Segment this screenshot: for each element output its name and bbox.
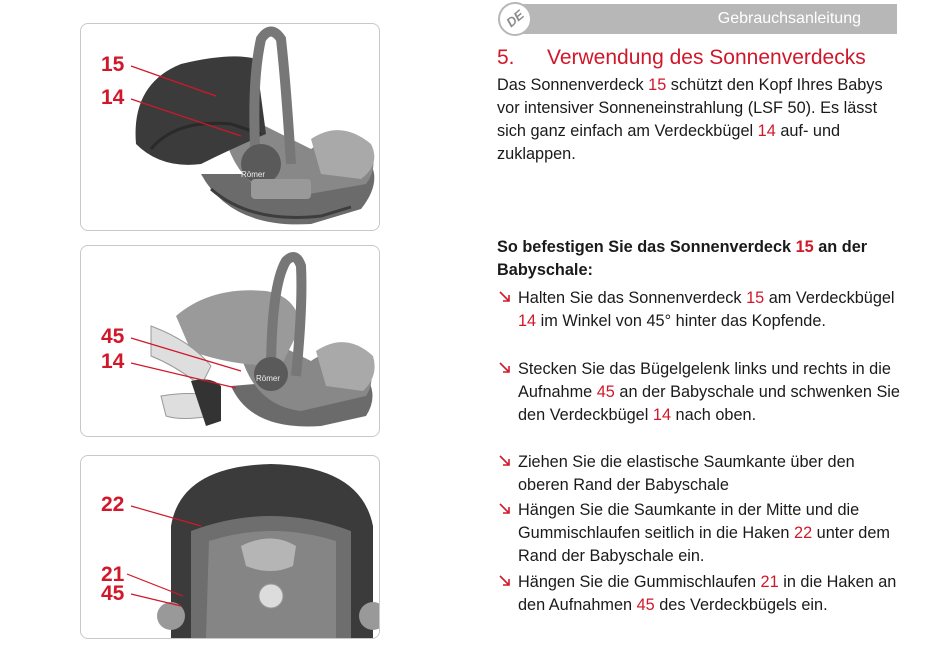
figure-1-illustration xyxy=(81,24,379,230)
ref-45: 45 xyxy=(596,383,615,401)
callout-15: 15 xyxy=(101,53,125,76)
intro-paragraph xyxy=(497,74,907,166)
step-2-text-a: Stecken Sie das Bügelgelenk links und rechts in die Aufnahme xyxy=(518,360,891,401)
language-badge-label: DE xyxy=(503,6,527,31)
section-number: 5. xyxy=(497,46,515,69)
arrow-bullet-icon xyxy=(497,572,513,590)
arrow-bullet-icon xyxy=(497,359,513,377)
callout-45: 45 xyxy=(101,325,125,348)
callout-14: 14 xyxy=(101,86,125,109)
ref-14: 14 xyxy=(652,406,672,424)
step-3 xyxy=(497,451,907,497)
step-1-text-c: im Winkel von 45° hinter das Kopfende. xyxy=(536,312,826,330)
callout-14: 14 xyxy=(101,350,125,373)
figure-3-illustration xyxy=(81,456,379,638)
step-1 xyxy=(497,287,907,333)
step-1-text-a: Halten Sie das Sonnenverdeck xyxy=(518,289,747,307)
arrow-bullet-icon xyxy=(497,452,513,470)
step-5-text-c: des Verdeckbügels ein. xyxy=(654,596,828,614)
subheading-text-1: So befestigen Sie das Sonnenverdeck xyxy=(497,238,796,256)
subheading-text-2: an der Babyschale: xyxy=(497,238,868,279)
step-5-text-b: in die Haken an den Aufnahmen xyxy=(518,573,897,614)
step-3-text: Ziehen Sie die elastische Saumkante über den oberen Rand der Babyschale xyxy=(518,453,855,494)
ref-15: 15 xyxy=(795,238,814,256)
arrow-bullet-icon xyxy=(497,288,513,306)
step-5 xyxy=(497,571,907,617)
ref-14: 14 xyxy=(757,122,776,140)
step-2-text-b: an der Babyschale und schwenken Sie den Verdeckbügel xyxy=(518,383,900,424)
ref-15: 15 xyxy=(648,76,667,94)
section-title: Verwendung des Sonnenverdecks xyxy=(547,46,866,69)
ref-45: 45 xyxy=(636,596,655,614)
figure-1-brand-label: Römer xyxy=(241,170,266,179)
figure-2-illustration xyxy=(81,246,379,436)
step-5-text-a: Hängen Sie die Gummischlaufen xyxy=(518,573,761,591)
step-4 xyxy=(497,499,907,568)
step-2 xyxy=(497,358,907,427)
ref-15: 15 xyxy=(746,289,765,307)
callout-21: 21 xyxy=(101,563,125,586)
ref-14: 14 xyxy=(518,312,537,330)
callout-45: 45 xyxy=(101,582,125,605)
header-title: Gebrauchsanleitung xyxy=(717,10,861,27)
arrow-bullet-icon xyxy=(497,500,513,518)
language-badge xyxy=(498,2,532,36)
figure-2-frame xyxy=(80,245,380,437)
ref-21: 21 xyxy=(760,573,779,591)
callout-22: 22 xyxy=(101,493,125,516)
figure-3-frame xyxy=(80,455,380,639)
figure-2-brand-label: Römer xyxy=(256,374,281,383)
subheading xyxy=(497,236,907,282)
intro-text-2: schützt den Kopf Ihres Babys vor intensiver Sonneneinstrahlung (LSF 50). Es lässt sich ganz einfach am Verdeckbügel xyxy=(497,76,883,140)
step-4-text-b: unter dem Rand der Babyschale ein. xyxy=(518,524,890,565)
intro-text-3: auf- und zuklappen. xyxy=(497,122,841,163)
step-4-text-a: Hängen Sie die Saumkante in der Mitte und die Gummischlaufen seitlich in die Haken xyxy=(518,501,860,542)
header-bar xyxy=(500,4,897,34)
section-heading xyxy=(497,46,866,70)
intro-text-1: Das Sonnenverdeck xyxy=(497,76,649,94)
step-1-text-b: am Verdeckbügel xyxy=(764,289,895,307)
step-2-text-c: nach oben. xyxy=(671,406,757,424)
figure-1-frame xyxy=(80,23,380,231)
ref-22: 22 xyxy=(794,524,813,542)
